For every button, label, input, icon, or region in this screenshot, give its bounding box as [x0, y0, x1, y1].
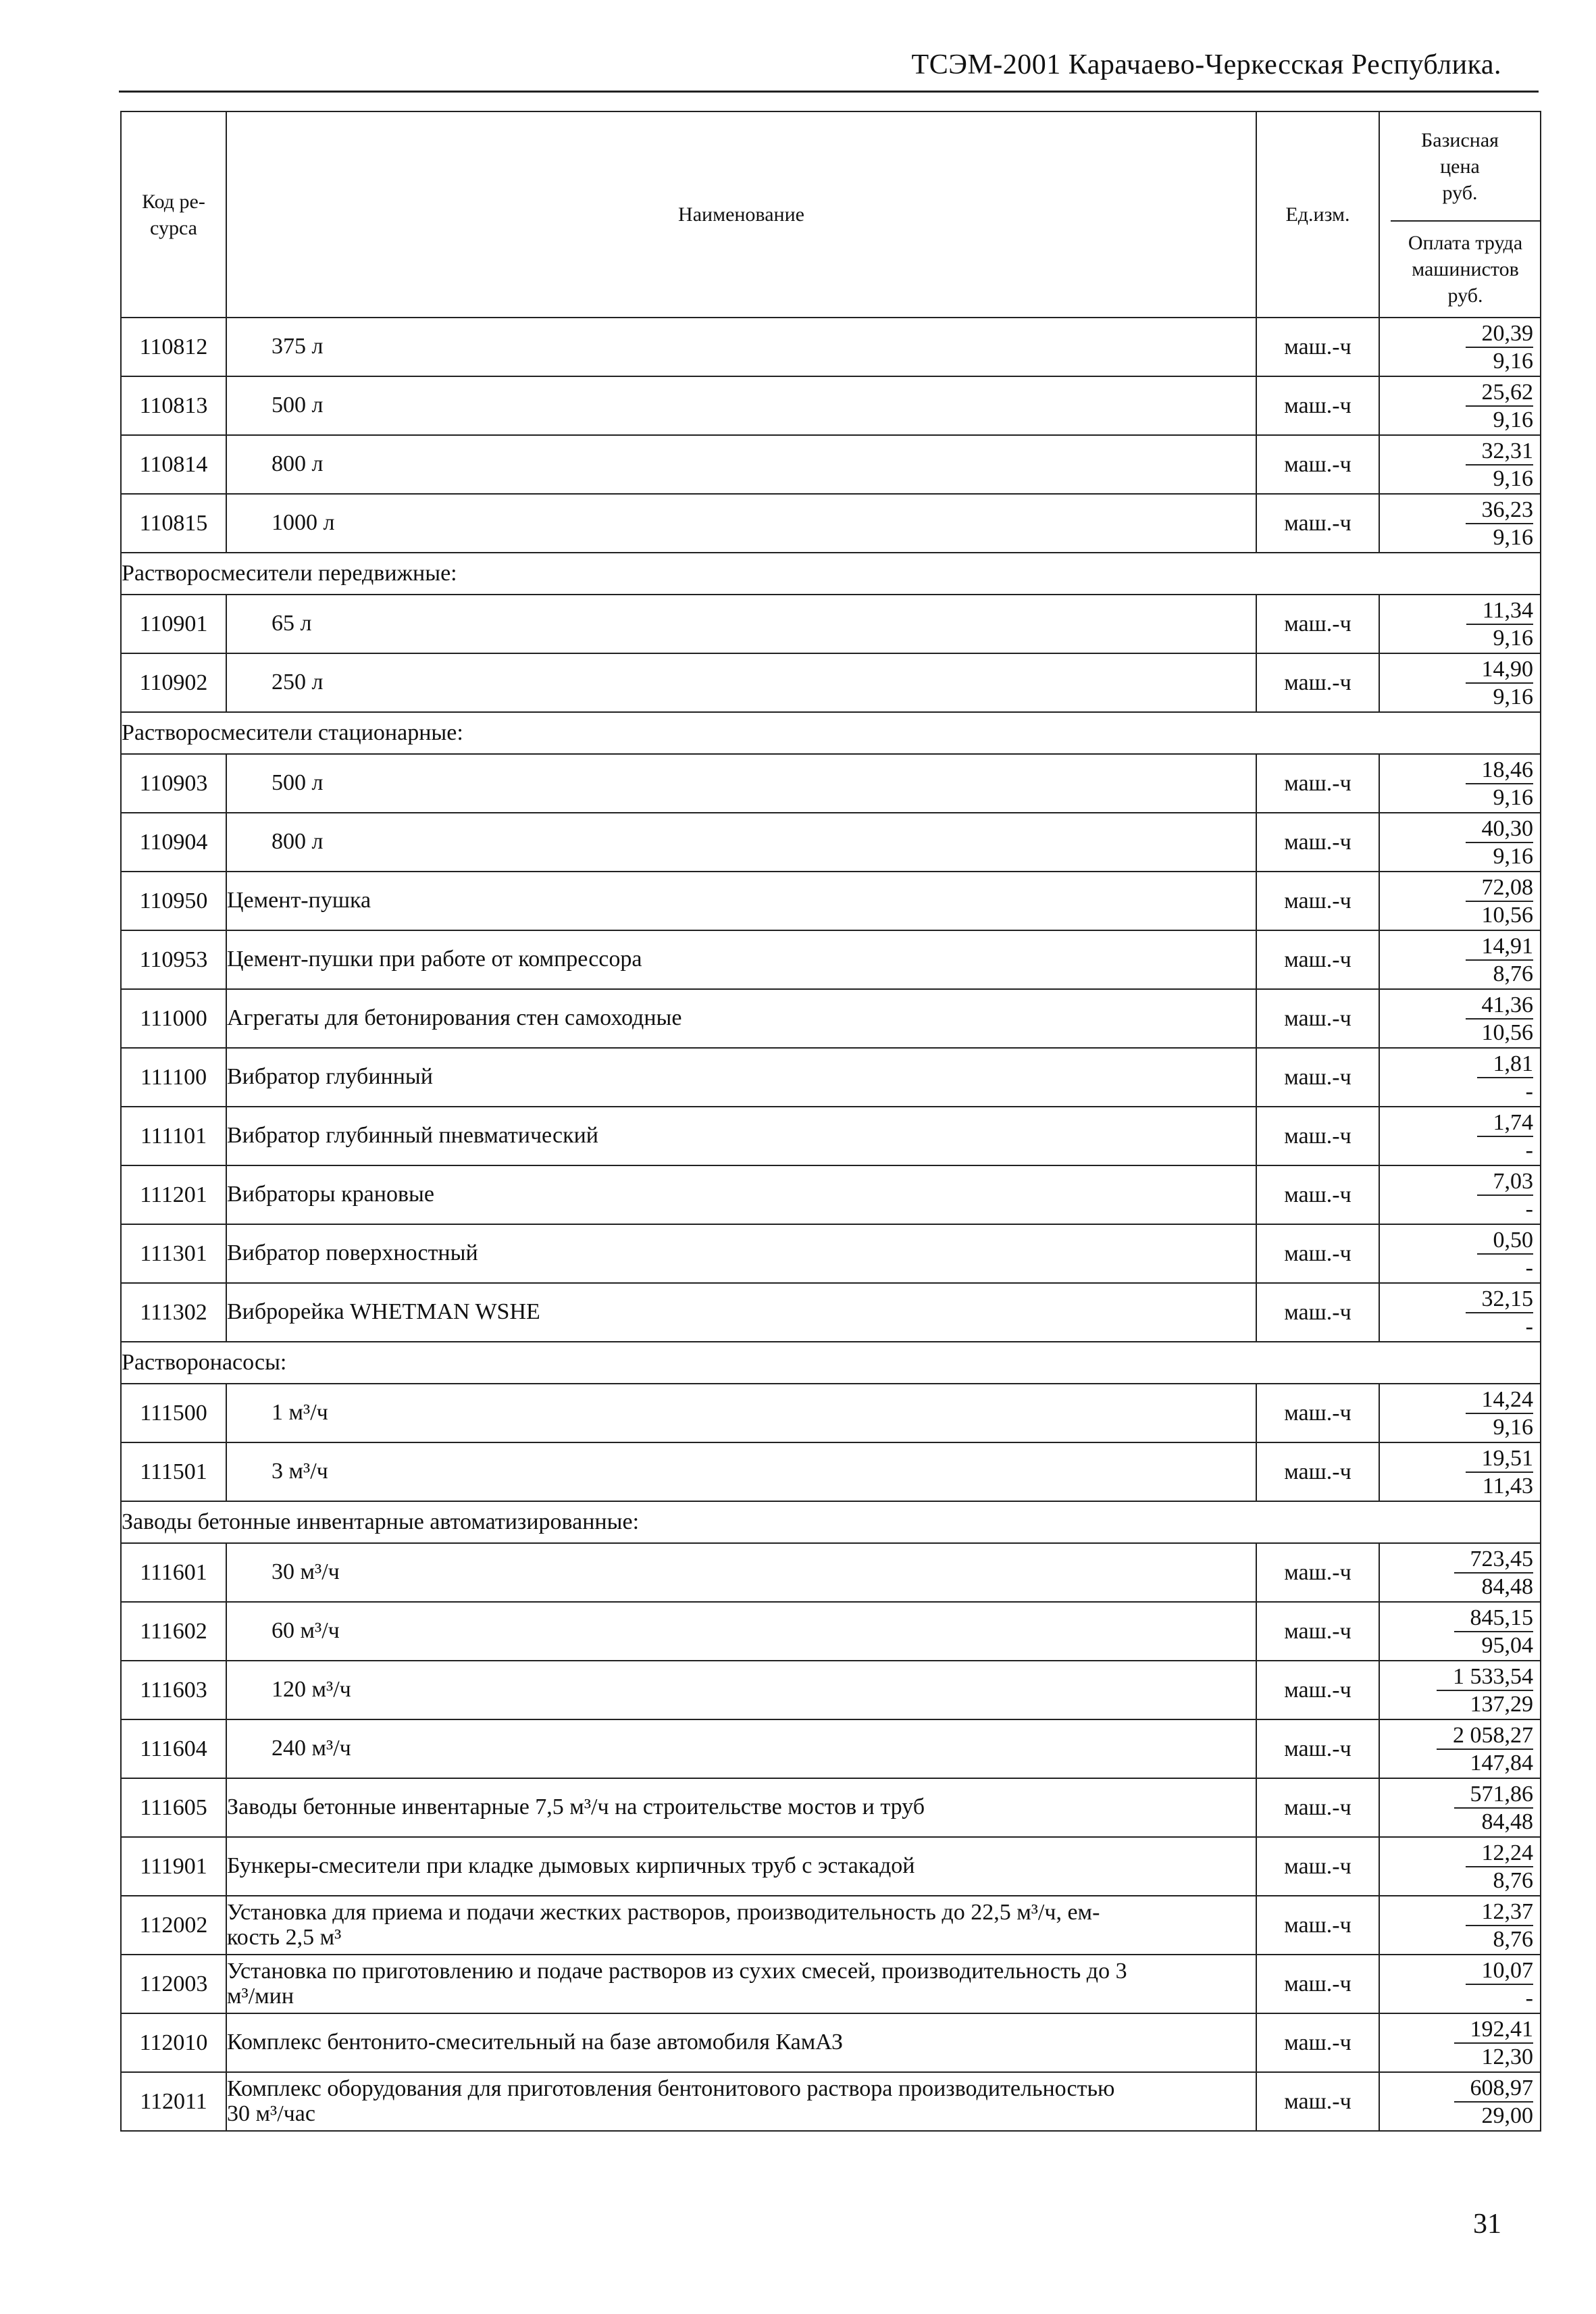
base-price-text: 571,86 — [1454, 1782, 1534, 1809]
resource-code: 111501 — [121, 1442, 226, 1501]
resource-code: 111604 — [121, 1719, 226, 1778]
price-cell — [1379, 318, 1541, 376]
base-price-text: 1,81 — [1477, 1052, 1534, 1078]
table-row — [121, 1661, 1541, 1719]
base-price-value — [1380, 1286, 1533, 1313]
page-number: 31 — [1473, 2209, 1501, 2240]
resource-name: Цемент-пушка — [226, 872, 1256, 930]
resource-unit: маш.-ч — [1256, 1224, 1379, 1283]
labor-cost-value: 9,16 — [1493, 1414, 1533, 1440]
resource-name: 250 л — [226, 653, 1256, 712]
table-row — [121, 1543, 1541, 1602]
base-price-text: 11,34 — [1466, 599, 1533, 625]
labor-cost-value: 84,48 — [1481, 1574, 1533, 1599]
table-row — [121, 2072, 1541, 2131]
labor-cost-value: 11,43 — [1482, 1473, 1533, 1499]
section-heading: Растворонасосы: — [121, 1342, 1541, 1384]
labor-cost-value: 8,76 — [1493, 961, 1533, 986]
price-cell — [1379, 1283, 1541, 1342]
price-cell — [1379, 376, 1541, 435]
column-header-labor: Оплата труда машинистов руб. — [1391, 220, 1540, 317]
price-cell — [1379, 1543, 1541, 1602]
section-heading: Растворосмесители стационарные: — [121, 712, 1541, 754]
resource-name: Комплекс оборудования для приготовления бентонитового раствора производительностью 30 м³/час — [226, 2072, 1256, 2131]
base-price-text: 12,37 — [1466, 1900, 1534, 1926]
resource-unit: маш.-ч — [1256, 1048, 1379, 1107]
resource-code: 111605 — [121, 1778, 226, 1837]
resource-code: 112011 — [121, 2072, 226, 2131]
section-heading: Заводы бетонные инвентарные автоматизированные: — [121, 1501, 1541, 1543]
resource-name: 240 м³/ч — [226, 1719, 1256, 1778]
table-row — [121, 1384, 1541, 1442]
price-cell — [1379, 435, 1541, 494]
resource-name: Вибраторы крановые — [226, 1165, 1256, 1224]
resource-name: Агрегаты для бетонирования стен самоходные — [226, 989, 1256, 1048]
column-header-name: Наименование — [226, 111, 1256, 318]
header-rule — [119, 91, 1539, 93]
resource-code: 110813 — [121, 376, 226, 435]
base-price-value — [1380, 2017, 1533, 2044]
labor-cost-value: 9,16 — [1493, 684, 1533, 709]
base-price-value — [1380, 657, 1533, 684]
table-row — [121, 930, 1541, 989]
table-row — [121, 1283, 1541, 1342]
table-row — [121, 1955, 1541, 2013]
resource-code: 110950 — [121, 872, 226, 930]
price-cell — [1379, 653, 1541, 712]
base-price-text: 25,62 — [1466, 380, 1534, 407]
base-price-text: 14,90 — [1466, 657, 1534, 684]
resource-code: 110953 — [121, 930, 226, 989]
base-price-value — [1380, 1605, 1533, 1632]
base-price-text: 608,97 — [1454, 2076, 1534, 2103]
labor-cost-value: 8,76 — [1493, 1926, 1533, 1952]
table-row — [121, 2013, 1541, 2072]
base-price-value — [1380, 1446, 1533, 1473]
resource-unit: маш.-ч — [1256, 1778, 1379, 1837]
labor-cost-value: - — [1525, 1078, 1533, 1104]
table-row — [121, 1165, 1541, 1224]
resource-code: 112003 — [121, 1955, 226, 2013]
price-cell — [1379, 1442, 1541, 1501]
labor-cost-value: - — [1525, 1196, 1533, 1222]
base-price-value — [1380, 757, 1533, 784]
base-price-value — [1380, 1228, 1533, 1255]
resource-code: 111101 — [121, 1107, 226, 1165]
base-price-text: 72,08 — [1466, 876, 1534, 902]
section-heading: Растворосмесители передвижные: — [121, 553, 1541, 595]
resource-unit: маш.-ч — [1256, 1543, 1379, 1602]
resource-code: 110903 — [121, 754, 226, 813]
base-price-text: 41,36 — [1466, 993, 1534, 1020]
section-row — [121, 553, 1541, 595]
price-cell — [1379, 1719, 1541, 1778]
table-row — [121, 376, 1541, 435]
price-cell — [1379, 1661, 1541, 1719]
price-cell — [1379, 494, 1541, 553]
price-cell — [1379, 2072, 1541, 2131]
base-price-value — [1380, 1840, 1533, 1867]
resource-name: Заводы бетонные инвентарные 7,5 м³/ч на строительстве мостов и труб — [226, 1778, 1256, 1837]
labor-cost-value: 8,76 — [1493, 1867, 1533, 1893]
resource-unit: маш.-ч — [1256, 376, 1379, 435]
resource-code: 111603 — [121, 1661, 226, 1719]
price-cell — [1379, 1165, 1541, 1224]
table-row — [121, 318, 1541, 376]
base-price-text: 10,07 — [1466, 1959, 1534, 1985]
resource-unit: маш.-ч — [1256, 1719, 1379, 1778]
price-cell — [1379, 1224, 1541, 1283]
section-row — [121, 1501, 1541, 1543]
resource-code: 111000 — [121, 989, 226, 1048]
resource-unit: маш.-ч — [1256, 1602, 1379, 1661]
resource-code: 110904 — [121, 813, 226, 872]
resource-code: 111601 — [121, 1543, 226, 1602]
base-price-text: 19,51 — [1466, 1447, 1534, 1473]
labor-cost-value: - — [1525, 1137, 1533, 1163]
resource-name: 3 м³/ч — [226, 1442, 1256, 1501]
resource-name: Виброрейка WHETMAN WSHE — [226, 1283, 1256, 1342]
column-header-unit: Ед.изм. — [1256, 111, 1379, 318]
base-price-text: 32,31 — [1466, 439, 1534, 466]
resource-code: 110901 — [121, 595, 226, 653]
labor-cost-value: 29,00 — [1481, 2103, 1533, 2128]
labor-cost-value: - — [1525, 1313, 1533, 1339]
table-row — [121, 1778, 1541, 1837]
labor-cost-value: - — [1525, 1255, 1533, 1280]
resource-name: Установка по приготовлению и подаче растворов из сухих смесей, производительность до 3 м³/мин — [226, 1955, 1256, 2013]
table-row — [121, 595, 1541, 653]
resource-unit: маш.-ч — [1256, 318, 1379, 376]
base-price-value — [1380, 1958, 1533, 1985]
price-cell — [1379, 1837, 1541, 1896]
base-price-text: 12,24 — [1466, 1841, 1534, 1867]
resource-code: 110815 — [121, 494, 226, 553]
base-price-text: 0,50 — [1477, 1228, 1534, 1255]
table-row — [121, 1048, 1541, 1107]
table-row — [121, 1442, 1541, 1501]
price-cell — [1379, 930, 1541, 989]
resource-code: 111302 — [121, 1283, 226, 1342]
resource-name: Цемент-пушки при работе от компрессора — [226, 930, 1256, 989]
resource-unit: маш.-ч — [1256, 1165, 1379, 1224]
base-price-value — [1380, 1169, 1533, 1196]
table-row — [121, 872, 1541, 930]
price-cell — [1379, 595, 1541, 653]
resource-unit: маш.-ч — [1256, 2013, 1379, 2072]
resource-name: 375 л — [226, 318, 1256, 376]
labor-cost-value: 9,16 — [1493, 524, 1533, 550]
resource-name: 60 м³/ч — [226, 1602, 1256, 1661]
base-price-value — [1380, 992, 1533, 1020]
base-price-value — [1380, 1723, 1533, 1750]
labor-cost-value: 9,16 — [1493, 625, 1533, 651]
resource-table — [120, 111, 1541, 2132]
table-body — [121, 318, 1541, 2131]
labor-cost-value: 9,16 — [1493, 843, 1533, 869]
table-row — [121, 813, 1541, 872]
resource-unit: маш.-ч — [1256, 494, 1379, 553]
table-row — [121, 754, 1541, 813]
base-price-text: 18,46 — [1466, 758, 1534, 784]
resource-name: Вибратор глубинный — [226, 1048, 1256, 1107]
base-price-value — [1380, 598, 1533, 625]
resource-unit: маш.-ч — [1256, 1896, 1379, 1955]
resource-name: 1000 л — [226, 494, 1256, 553]
column-header-code: Код ре- сурса — [121, 111, 226, 318]
resource-name: 800 л — [226, 435, 1256, 494]
resource-name: 65 л — [226, 595, 1256, 653]
table-row — [121, 1602, 1541, 1661]
labor-cost-value: 137,29 — [1470, 1691, 1533, 1717]
labor-cost-value: 9,16 — [1493, 348, 1533, 374]
labor-cost-value: 84,48 — [1481, 1809, 1533, 1834]
resource-name: Комплекс бентонито-смесительный на базе автомобиля КамАЗ — [226, 2013, 1256, 2072]
base-price-text: 1 533,54 — [1437, 1665, 1533, 1691]
price-cell — [1379, 1602, 1541, 1661]
base-price-text: 845,15 — [1454, 1606, 1534, 1632]
resource-code: 110814 — [121, 435, 226, 494]
base-price-value — [1380, 497, 1533, 524]
base-price-text: 7,03 — [1477, 1169, 1534, 1196]
resource-unit: маш.-ч — [1256, 989, 1379, 1048]
resource-unit: маш.-ч — [1256, 1384, 1379, 1442]
column-header-base-price: Базисная цена руб. — [1421, 128, 1499, 204]
base-price-value — [1380, 875, 1533, 902]
table-row — [121, 1837, 1541, 1896]
base-price-value — [1380, 1664, 1533, 1691]
base-price-text: 1,74 — [1477, 1111, 1534, 1137]
base-price-value — [1380, 380, 1533, 407]
resource-name: Вибратор глубинный пневматический — [226, 1107, 1256, 1165]
resource-code: 110812 — [121, 318, 226, 376]
labor-cost-value: 9,16 — [1493, 784, 1533, 810]
labor-cost-value: 10,56 — [1481, 1020, 1533, 1045]
base-price-value — [1380, 1782, 1533, 1809]
base-price-value — [1380, 934, 1533, 961]
table-row — [121, 989, 1541, 1048]
price-cell — [1379, 1107, 1541, 1165]
price-cell — [1379, 1955, 1541, 2013]
resource-name: 500 л — [226, 376, 1256, 435]
labor-cost-value: 9,16 — [1493, 466, 1533, 491]
base-price-text: 40,30 — [1466, 817, 1534, 843]
base-price-text: 723,45 — [1454, 1547, 1534, 1574]
resource-unit: маш.-ч — [1256, 435, 1379, 494]
resource-name: 1 м³/ч — [226, 1384, 1256, 1442]
price-cell — [1379, 2013, 1541, 2072]
base-price-value — [1380, 2076, 1533, 2103]
table-row — [121, 1107, 1541, 1165]
table-row — [121, 653, 1541, 712]
base-price-value — [1380, 1110, 1533, 1137]
resource-unit: маш.-ч — [1256, 1442, 1379, 1501]
price-cell — [1379, 1896, 1541, 1955]
resource-unit: маш.-ч — [1256, 653, 1379, 712]
resource-code: 111201 — [121, 1165, 226, 1224]
price-cell — [1379, 1384, 1541, 1442]
labor-cost-value: 9,16 — [1493, 407, 1533, 432]
section-row — [121, 1342, 1541, 1384]
resource-unit: маш.-ч — [1256, 1283, 1379, 1342]
table-header — [121, 111, 1541, 318]
base-price-text: 2 058,27 — [1437, 1724, 1533, 1750]
resource-code: 111602 — [121, 1602, 226, 1661]
resource-name: Бункеры-смесители при кладке дымовых кирпичных труб с эстакадой — [226, 1837, 1256, 1896]
base-price-value — [1380, 321, 1533, 348]
resource-name: 500 л — [226, 754, 1256, 813]
base-price-value — [1380, 1051, 1533, 1078]
price-cell — [1379, 813, 1541, 872]
price-cell — [1379, 754, 1541, 813]
resource-code: 111100 — [121, 1048, 226, 1107]
table-row — [121, 1896, 1541, 1955]
table-row — [121, 435, 1541, 494]
resource-code: 112002 — [121, 1896, 226, 1955]
table-row — [121, 494, 1541, 553]
resource-unit: маш.-ч — [1256, 872, 1379, 930]
labor-cost-value: - — [1525, 1985, 1533, 2011]
resource-unit: маш.-ч — [1256, 754, 1379, 813]
resource-code: 112010 — [121, 2013, 226, 2072]
base-price-text: 20,39 — [1466, 322, 1534, 348]
base-price-value — [1380, 1546, 1533, 1574]
resource-unit: маш.-ч — [1256, 1107, 1379, 1165]
labor-cost-value: 95,04 — [1481, 1632, 1533, 1658]
column-header-price — [1379, 111, 1541, 318]
resource-unit: маш.-ч — [1256, 1955, 1379, 2013]
base-price-text: 32,15 — [1466, 1287, 1534, 1313]
page-header-title: ТСЭМ-2001 Карачаево-Черкесская Республика. — [911, 49, 1501, 80]
resource-name: 30 м³/ч — [226, 1543, 1256, 1602]
resource-code: 111500 — [121, 1384, 226, 1442]
resource-unit: маш.-ч — [1256, 1661, 1379, 1719]
table-row — [121, 1224, 1541, 1283]
base-price-text: 192,41 — [1454, 2017, 1534, 2044]
resource-unit: маш.-ч — [1256, 2072, 1379, 2131]
resource-name: Установка для приема и подачи жестких растворов, производительность до 22,5 м³/ч, ем- кость 2,5 м³ — [226, 1896, 1256, 1955]
labor-cost-value: 147,84 — [1470, 1750, 1533, 1776]
price-cell — [1379, 1048, 1541, 1107]
resource-name: Вибратор поверхностный — [226, 1224, 1256, 1283]
labor-cost-value: 12,30 — [1481, 2044, 1533, 2069]
base-price-value — [1380, 816, 1533, 843]
price-cell — [1379, 1778, 1541, 1837]
base-price-text: 14,91 — [1466, 934, 1534, 961]
table-row — [121, 1719, 1541, 1778]
resource-unit: маш.-ч — [1256, 1837, 1379, 1896]
labor-cost-value: 10,56 — [1481, 902, 1533, 928]
resource-name: 120 м³/ч — [226, 1661, 1256, 1719]
price-cell — [1379, 989, 1541, 1048]
resource-code: 110902 — [121, 653, 226, 712]
base-price-value — [1380, 1387, 1533, 1414]
resource-unit: маш.-ч — [1256, 813, 1379, 872]
section-row — [121, 712, 1541, 754]
resource-name: 800 л — [226, 813, 1256, 872]
resource-unit: маш.-ч — [1256, 930, 1379, 989]
base-price-value — [1380, 438, 1533, 466]
base-price-value — [1380, 1899, 1533, 1926]
price-cell — [1379, 872, 1541, 930]
resource-unit: маш.-ч — [1256, 595, 1379, 653]
resource-code: 111301 — [121, 1224, 226, 1283]
base-price-text: 36,23 — [1466, 498, 1534, 524]
resource-code: 111901 — [121, 1837, 226, 1896]
base-price-text: 14,24 — [1466, 1388, 1534, 1414]
